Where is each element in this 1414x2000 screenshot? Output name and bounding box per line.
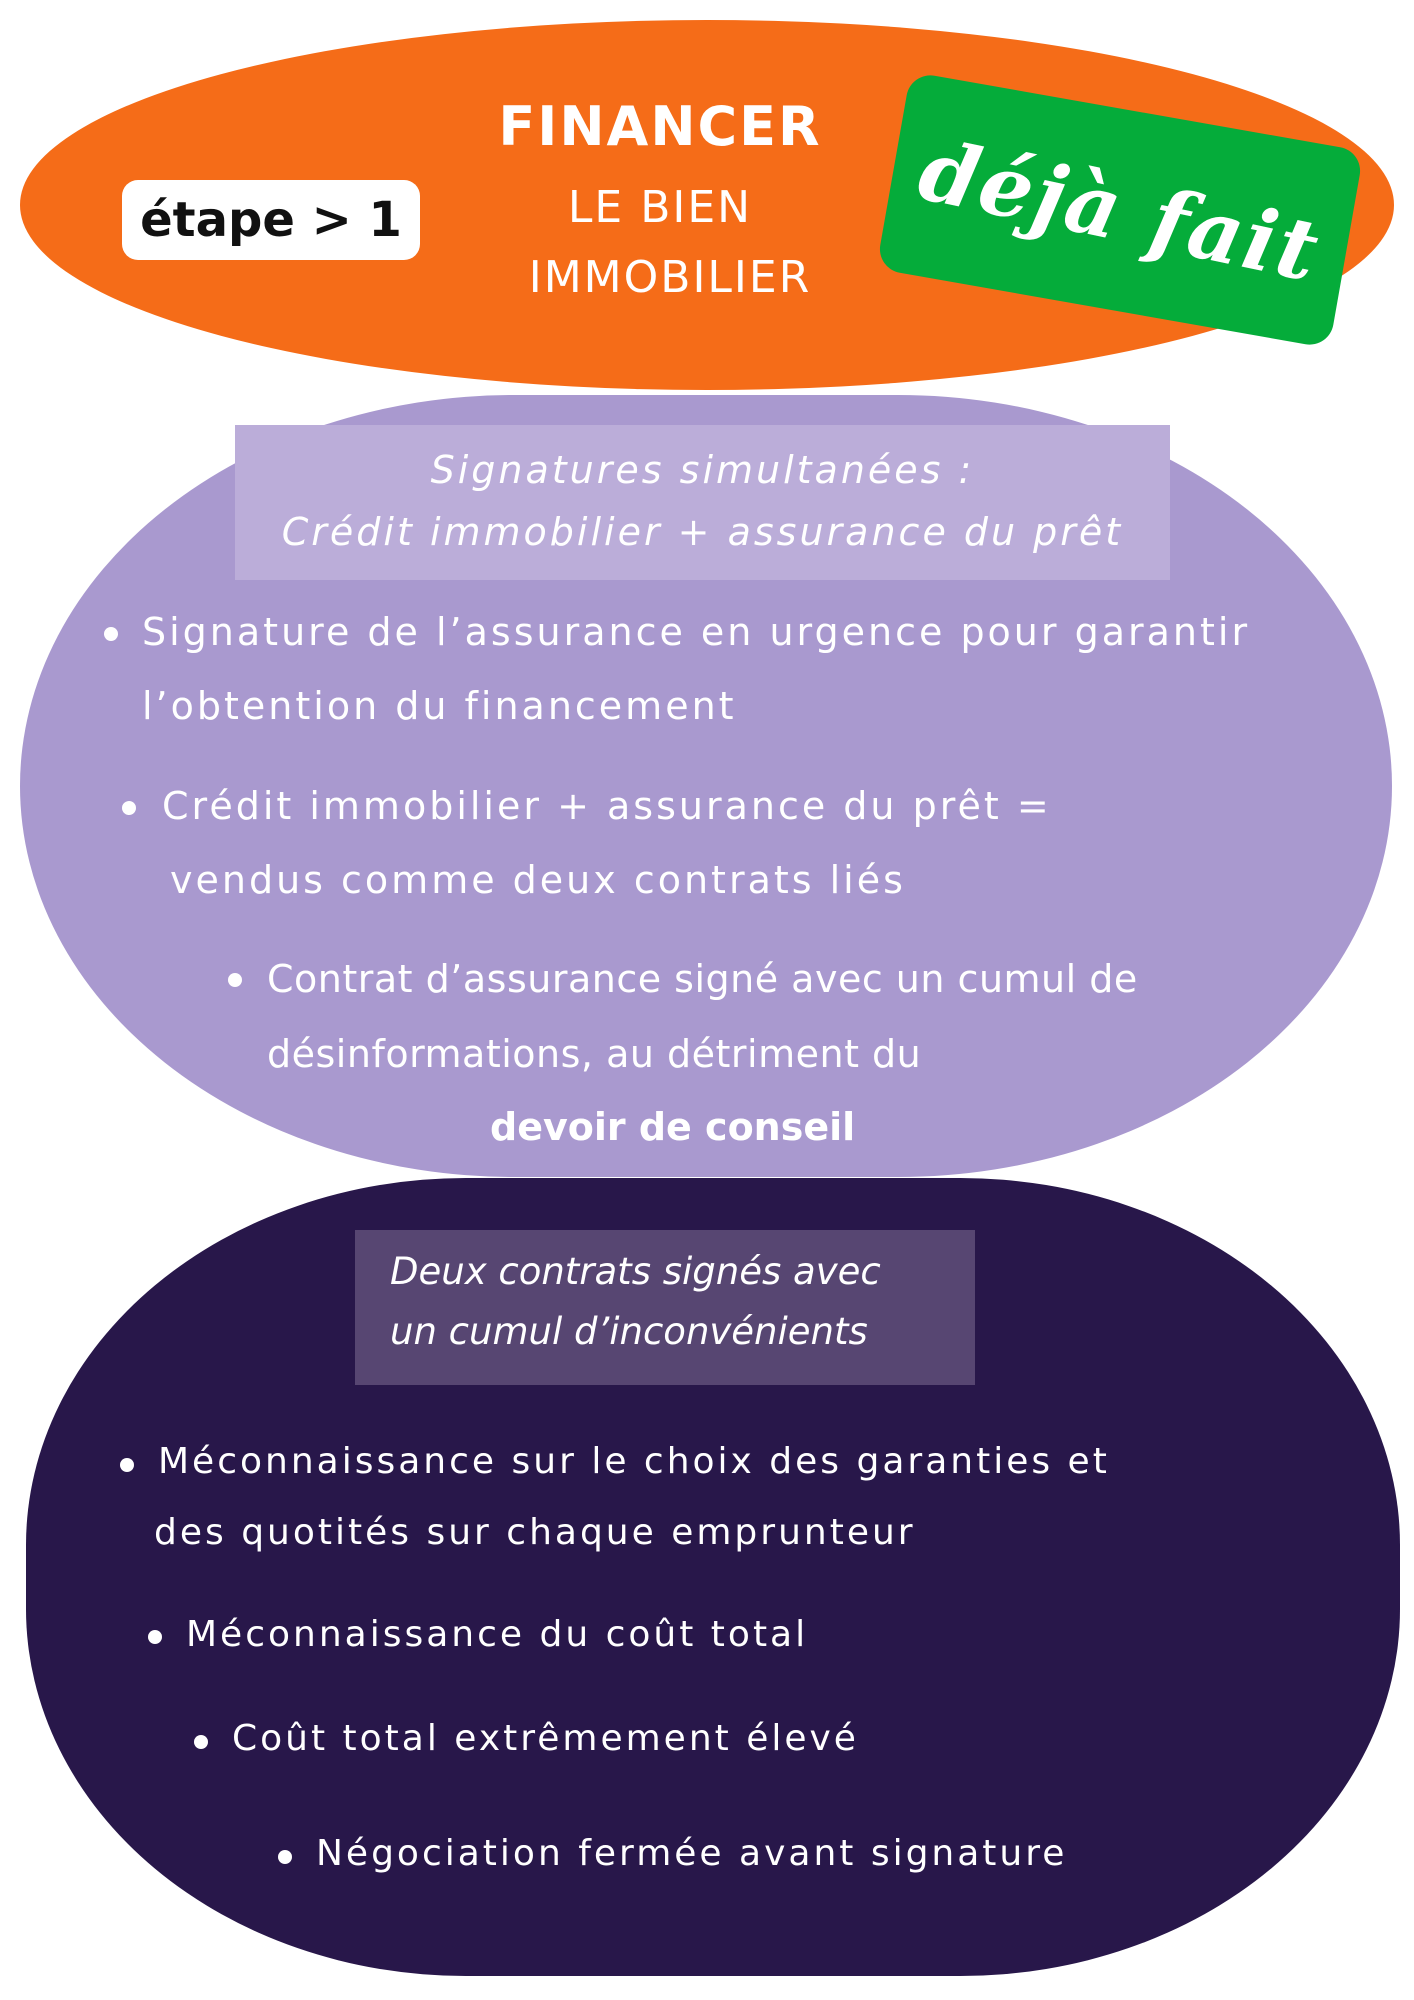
- simultaneous-bullet-3-emphasis: devoir de conseil: [490, 1105, 856, 1149]
- bullet-dot-icon: [120, 1458, 134, 1472]
- bullet-dot-icon: [122, 801, 136, 815]
- simultaneous-caption-line2: Crédit immobilier + assurance du prêt: [281, 510, 1124, 554]
- drawbacks-bullet-4: Négociation fermée avant signature: [316, 1833, 1068, 1874]
- simultaneous-bullet-2-line1: Crédit immobilier + assurance du prêt =: [162, 784, 1052, 828]
- simultaneous-caption-line1: Signatures simultanées :: [430, 448, 975, 492]
- drawbacks-bullet-3: Coût total extrêmement élevé: [232, 1718, 859, 1759]
- simultaneous-bullet-2-line2: vendus comme deux contrats liés: [170, 858, 906, 902]
- page-subtitle-line1: LE BIEN: [567, 182, 753, 233]
- simultaneous-bullet-1-line1: Signature de l’assurance en urgence pour garantir: [142, 610, 1251, 654]
- page-subtitle-line2: IMMOBILIER: [528, 252, 812, 303]
- bullet-dot-icon: [194, 1735, 208, 1749]
- bullet-dot-icon: [228, 973, 242, 987]
- drawbacks-caption-line1: Deux contrats signés avec: [390, 1250, 881, 1293]
- drawbacks-caption-line2: un cumul d’inconvénients: [390, 1310, 868, 1353]
- page-title: FINANCER: [498, 95, 822, 158]
- bullet-dot-icon: [148, 1630, 162, 1644]
- drawbacks-bullet-2: Méconnaissance du coût total: [186, 1614, 809, 1655]
- bullet-dot-icon: [278, 1850, 292, 1864]
- simultaneous-bullet-3-line1: Contrat d’assurance signé avec un cumul de: [267, 957, 1138, 1001]
- simultaneous-bullet-1-line2: l’obtention du financement: [142, 684, 737, 728]
- drawbacks-bullet-1-line1: Méconnaissance sur le choix des garanties et: [158, 1441, 1110, 1482]
- bullet-dot-icon: [104, 627, 118, 641]
- done-label: déjà fait: [911, 119, 1329, 301]
- step-badge: étape > 1: [122, 180, 420, 260]
- drawbacks-bullet-1-line2: des quotités sur chaque emprunteur: [154, 1512, 916, 1553]
- simultaneous-bullet-3-line2: désinformations, au détriment du: [267, 1032, 922, 1076]
